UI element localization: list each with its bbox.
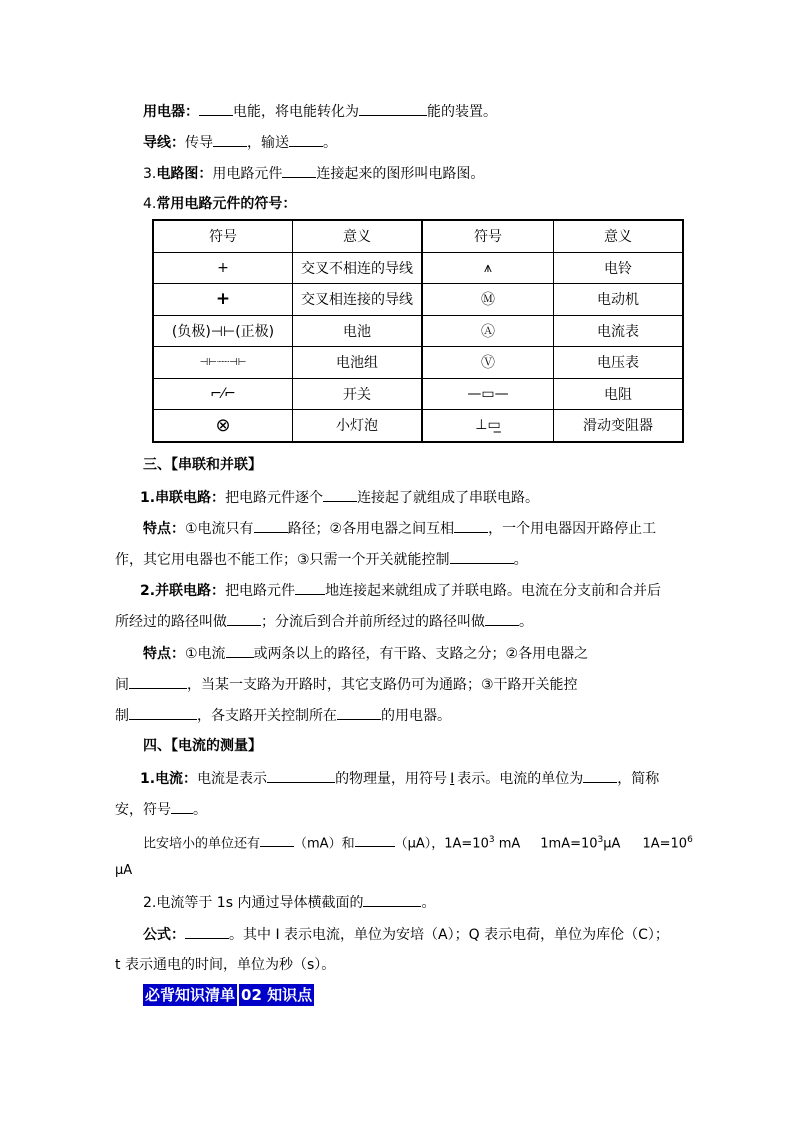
blank xyxy=(454,518,488,533)
meaning-cell: 小灯泡 xyxy=(293,410,423,442)
symbol-cell: + xyxy=(153,252,293,284)
text: 连接起来的图形叫电路图。 xyxy=(316,166,485,182)
label: 常用电路元件的符号： xyxy=(156,196,297,212)
meaning-cell: 交叉相连接的导线 xyxy=(293,284,423,316)
blank xyxy=(289,132,323,147)
battery-symbol-icon: (负极)⊣⊢(正极) xyxy=(153,315,293,347)
label: 特点： xyxy=(143,646,185,662)
text: 。 xyxy=(519,614,533,630)
text: ①电流 xyxy=(185,646,226,662)
text: 能的装置。 xyxy=(427,104,497,120)
meaning-cell: 电铃 xyxy=(554,252,684,284)
meaning-cell: 开关 xyxy=(293,378,423,410)
paragraph-wire xyxy=(143,132,337,153)
banner-subtitle: 02 知识点 xyxy=(241,986,313,1004)
number: 2. xyxy=(140,583,156,599)
text: ，各支路开关控制所在 xyxy=(197,708,337,724)
number: 1. xyxy=(140,771,156,787)
label: 导线： xyxy=(143,135,185,151)
meaning-cell: 电动机 xyxy=(554,284,684,316)
text: 。 xyxy=(421,895,436,911)
exponent: 6 xyxy=(687,835,693,845)
paragraph-circuit-diagram xyxy=(143,163,484,184)
table-row xyxy=(153,410,683,442)
blank xyxy=(171,799,193,814)
blank xyxy=(355,832,395,847)
voltmeter-symbol-icon: Ⓥ xyxy=(422,347,554,379)
paragraph-units-cont xyxy=(115,861,132,881)
text: ①电流只有 xyxy=(185,521,254,537)
text: t 表示通电的时间，单位为秒（s）。 xyxy=(115,957,336,973)
motor-symbol-icon: Ⓜ xyxy=(422,284,554,316)
text: 1A=10 xyxy=(642,836,688,852)
symbol-table xyxy=(152,219,684,443)
text: 表示。电流的单位为 xyxy=(457,771,584,787)
text: 。其中 I 表示电流，单位为安培（A）；Q 表示电荷，单位为库伦（C）； xyxy=(229,927,669,943)
switch-symbol-icon: ⌐⁄⌐ xyxy=(153,378,293,410)
section-title-series-parallel: 三、【串联和并联】 xyxy=(143,457,262,473)
text: 。 xyxy=(513,552,528,568)
ammeter-symbol-icon: Ⓐ xyxy=(422,315,554,347)
text: 传导 xyxy=(185,135,213,151)
blank xyxy=(295,580,325,595)
blank xyxy=(199,101,233,116)
meaning-cell: 电池 xyxy=(293,315,423,347)
lamp-symbol-icon: ⊗ xyxy=(153,410,293,442)
text: 电能，将电能转化为 xyxy=(233,104,359,120)
blank xyxy=(359,101,427,116)
header-cell: 符号 xyxy=(153,220,293,252)
text: 。 xyxy=(323,135,337,151)
text: 地连接起来就组成了并联电路。电流在分支前和合并后 xyxy=(325,583,662,599)
blank xyxy=(260,832,294,847)
text: μA xyxy=(115,863,133,878)
paragraph-parallel-features-cont xyxy=(115,674,578,695)
text: mA xyxy=(494,836,521,852)
label: 电流： xyxy=(155,771,198,787)
text: ；分流后到合并前所经过的路径叫做 xyxy=(261,614,485,630)
blank xyxy=(363,892,421,907)
blank xyxy=(282,163,316,178)
paragraph-formula xyxy=(143,924,669,945)
symbol-cell xyxy=(153,284,293,316)
text: 安，符号 xyxy=(115,802,171,818)
header-cell: 意义 xyxy=(293,220,423,252)
blank xyxy=(323,487,357,502)
blank xyxy=(129,705,197,720)
paragraph-parallel-features xyxy=(143,643,588,664)
blank xyxy=(583,768,617,783)
junction-symbol-icon: + xyxy=(215,289,231,310)
table-header-row xyxy=(153,220,683,252)
meaning-cell: 电阻 xyxy=(554,378,684,410)
paragraph-parallel-features-end xyxy=(115,705,451,726)
blank xyxy=(213,132,247,147)
text: 制 xyxy=(115,708,129,724)
text: 。 xyxy=(193,802,207,818)
number: 3. xyxy=(143,166,157,182)
text: 的物理量，用符号 xyxy=(335,771,448,787)
blank xyxy=(227,611,261,626)
table-row xyxy=(153,315,683,347)
table-row xyxy=(153,284,683,316)
current-symbol: I xyxy=(450,771,455,787)
table-row xyxy=(153,252,683,284)
text: 路径；②各用电器之间互相 xyxy=(287,521,455,537)
paragraph-current-definition xyxy=(143,892,435,913)
paragraph-symbols-heading xyxy=(143,194,296,214)
paragraph-current xyxy=(140,768,659,789)
paragraph-parallel-cont xyxy=(115,611,533,632)
meaning-cell: 电压表 xyxy=(554,347,684,379)
blank xyxy=(129,674,187,689)
text: 比安培小的单位还有 xyxy=(143,836,261,852)
paragraph-series-features-cont xyxy=(115,549,528,570)
label: 电路图： xyxy=(156,166,213,182)
text: （μA），1A=10 xyxy=(394,836,489,852)
bell-symbol-icon: ⩚ xyxy=(422,252,554,284)
text: 用电路元件 xyxy=(212,166,283,182)
text: 或两条以上的路径，有干路、支路之分；②各用电器之 xyxy=(253,646,589,662)
blank xyxy=(226,643,254,658)
label: 串联电路： xyxy=(155,490,226,506)
text: 作，其它用电器也不能工作；③只需一个开关就能控制 xyxy=(115,552,450,568)
text: ，输送 xyxy=(247,135,289,151)
number: 4. xyxy=(143,196,157,212)
text: μA xyxy=(603,836,621,852)
blank xyxy=(485,611,519,626)
text: 把电路元件 xyxy=(225,583,296,599)
resistor-symbol-icon: —▭— xyxy=(422,378,554,410)
text: 所经过的路径叫做 xyxy=(115,614,227,630)
text: ，简称 xyxy=(617,771,660,787)
blank xyxy=(267,768,335,783)
blank xyxy=(185,924,229,939)
rheostat-symbol-icon: ⊥▭̲ xyxy=(422,410,554,442)
table-row xyxy=(153,378,683,410)
text: 2.电流等于 1s 内通过导体横截面的 xyxy=(143,895,364,911)
blank xyxy=(337,705,381,720)
text: ，一个用电器因开路停止工 xyxy=(488,521,657,537)
banner-title: 必背知识清单 xyxy=(145,986,236,1004)
header-cell: 符号 xyxy=(422,220,554,252)
label: 用电器： xyxy=(143,104,199,120)
label: 公式： xyxy=(143,927,185,943)
paragraph-units xyxy=(143,830,693,854)
paragraph-parallel xyxy=(140,580,661,601)
label: 并联电路： xyxy=(155,583,226,599)
text: 电流是表示 xyxy=(197,771,268,787)
paragraph-series xyxy=(140,487,539,508)
text: 把电路元件逐个 xyxy=(225,490,324,506)
meaning-cell: 电池组 xyxy=(293,347,423,379)
meaning-cell: 滑动变阻器 xyxy=(554,410,684,442)
meaning-cell: 交叉不相连的导线 xyxy=(293,252,423,284)
section-title-current-measurement: 四、【电流的测量】 xyxy=(143,738,262,754)
table-row xyxy=(153,347,683,379)
battery-pack-symbol-icon: ⊣⊢┈┈⊣⊢ xyxy=(153,347,293,379)
text: 间 xyxy=(115,677,129,693)
text: 1mA=10 xyxy=(540,836,598,852)
paragraph-formula-cont xyxy=(115,955,335,975)
text: 的用电器。 xyxy=(381,708,451,724)
text: （mA）和 xyxy=(294,836,355,852)
paragraph-series-features xyxy=(143,518,656,539)
number: 1. xyxy=(140,490,156,506)
text: 连接起了就组成了串联电路。 xyxy=(357,490,540,506)
paragraph-appliance xyxy=(143,101,497,122)
knowledge-banner xyxy=(143,984,314,1006)
paragraph-current-cont xyxy=(115,799,207,820)
header-cell: 意义 xyxy=(554,220,684,252)
text: ，当某一支路为开路时，其它支路仍可为通路；③干路开关能控 xyxy=(187,677,578,693)
meaning-cell: 电流表 xyxy=(554,315,684,347)
blank xyxy=(450,549,514,564)
exponent: 3 xyxy=(488,835,495,845)
label: 特点： xyxy=(143,521,185,537)
blank xyxy=(254,518,288,533)
exponent: 3 xyxy=(597,835,604,845)
